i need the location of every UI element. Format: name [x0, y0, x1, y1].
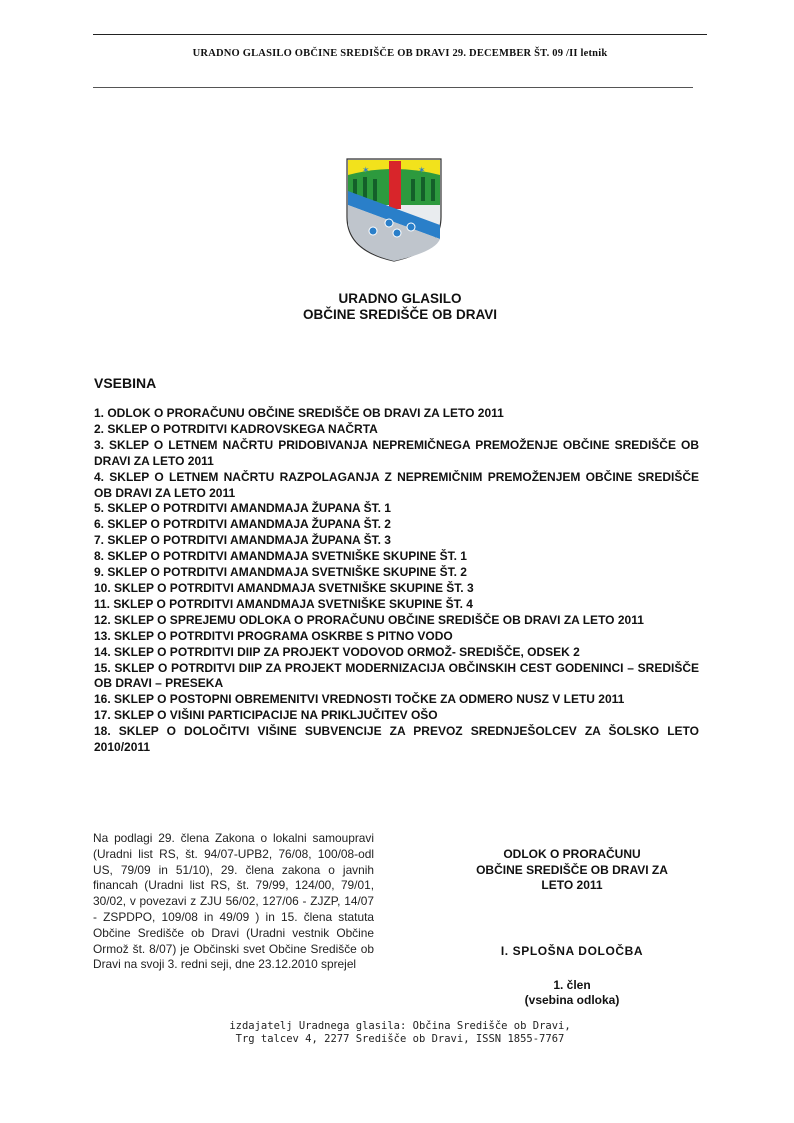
publisher-footer [93, 1020, 707, 1045]
footer-line-2: Trg talcev 4, 2277 Središče ob Dravi, ISSN 1855-7767 [235, 1032, 565, 1045]
title-line-1: URADNO GLASILO [338, 291, 462, 306]
municipal-coat-of-arms [345, 155, 443, 263]
contents-heading: VSEBINA [94, 375, 157, 391]
legal-preamble: Na podlagi 29. člena Zakona o lokalni samoupravi (Uradni list RS, št. 94/07-UPB2, 76/08, 100/08-odl US, 79/09 in 51/10), 29. člena zakona o javnih financah (Uradni list RS, št. 79/99, 124/00, 79/01, 30/02, v povezavi z ZJU 56/02, 127/06 - ZJZP, 14/07 - ZSPDPO, 109/08 in 49/09 ) in 15. člena statuta Občine Središče ob Dravi (Uradni vestnik Občine Ormož št. 8/07) je Občinski svet Občine Središče ob Dravi na svoji 3. redni seji, dne 23.12.2010 sprejel [93, 831, 374, 972]
header-divider [93, 87, 693, 88]
contents-item: 4. SKLEP O LETNEM NAČRTU RAZPOLAGANJA Z NEPREMIČNIM PREMOŽENJEM OBČINE SREDIŠČE OB DRAVI ZA LETO 2011 [94, 469, 699, 500]
contents-item: 10. SKLEP O POTRDITVI AMANDMAJA SVETNIŠKE SKUPINE ŠT. 3 [94, 580, 474, 595]
section-heading: I. SPLOŠNA DOLOČBA [500, 943, 644, 958]
contents-item: 5. SKLEP O POTRDITVI AMANDMAJA ŽUPANA ŠT. 1 [94, 501, 391, 516]
contents-item: 14. SKLEP O POTRDITVI DIIP ZA PROJEKT VODOVOD ORMOŽ- SREDIŠČE, ODSEK 2 [94, 644, 580, 659]
article-number: 1. člen [553, 977, 591, 992]
article-title: (vsebina odloka) [524, 993, 620, 1007]
contents-item: 16. SKLEP O POSTOPNI OBREMENITVI VREDNOSTI TOČKE ZA ODMERO NUSZ V LETU 2011 [94, 692, 625, 707]
contents-item: 17. SKLEP O VIŠINI PARTICIPACIJE NA PRIKLJUČITEV OŠO [94, 708, 438, 723]
contents-item: 12. SKLEP O SPREJEMU ODLOKA O PRORAČUNU OBČINE SREDIŠČE OB DRAVI ZA LETO 2011 [94, 612, 644, 627]
contents-item: 6. SKLEP O POTRDITVI AMANDMAJA ŽUPANA ŠT. 2 [94, 517, 391, 532]
contents-item: 11. SKLEP O POTRDITVI AMANDMAJA SVETNIŠKE SKUPINE ŠT. 4 [94, 596, 473, 611]
decree-title [455, 847, 689, 894]
footer-line-1: izdajatelj Uradnega glasila: Občina Središče ob Dravi, [229, 1020, 571, 1032]
svg-text:✶: ✶ [362, 166, 370, 176]
publication-header: URADNO GLASILO OBČINE SREDIŠČE OB DRAVI 29. DECEMBER ŠT. 09 /II letnik [192, 48, 608, 59]
decree-title-line-2: OBČINE SREDIŠČE OB DRAVI ZA [476, 862, 668, 877]
contents-item: 8. SKLEP O POTRDITVI AMANDMAJA SVETNIŠKE SKUPINE ŠT. 1 [94, 549, 467, 564]
decree-column [455, 847, 689, 1009]
contents-item: 7. SKLEP O POTRDITVI AMANDMAJA ŽUPANA ŠT. 3 [94, 533, 391, 548]
contents-item: 2. SKLEP O POTRDITVI KADROVSKEGA NAČRTA [94, 421, 378, 436]
title-line-2: OBČINE SREDIŠČE OB DRAVI [302, 307, 498, 322]
article-heading [455, 978, 689, 1009]
svg-text:✶: ✶ [418, 166, 426, 176]
contents-item: 1. ODLOK O PRORAČUNU OBČINE SREDIŠČE OB DRAVI ZA LETO 2011 [94, 406, 504, 420]
contents-item: 13. SKLEP O POTRDITVI PROGRAMA OSKRBE S PITNO VODO [94, 628, 453, 643]
decree-title-line-1: ODLOK O PRORAČUNU [503, 847, 641, 861]
contents-item: 9. SKLEP O POTRDITVI AMANDMAJA SVETNIŠKE SKUPINE ŠT. 2 [94, 565, 467, 580]
document-title [93, 291, 707, 323]
contents-item: 18. SKLEP O DOLOČITVI VIŠINE SUBVENCIJE ZA PREVOZ SREDNJEŠOLCEV ZA ŠOLSKO LETO 2010/2011 [94, 724, 699, 755]
contents-list [94, 406, 699, 756]
decree-title-line-3: LETO 2011 [541, 878, 603, 892]
contents-item: 3. SKLEP O LETNEM NAČRTU PRIDOBIVANJA NEPREMIČNEGA PREMOŽENJE OBČINE SREDIŠČE OB DRAVI ZA LETO 2011 [94, 437, 699, 468]
contents-item: 15. SKLEP O POTRDITVI DIIP ZA PROJEKT MODERNIZACIJA OBČINSKIH CEST GODENINCI – SREDIŠČE OB DRAVI – PRESEKA [94, 660, 699, 691]
header-top-rule [93, 34, 707, 35]
